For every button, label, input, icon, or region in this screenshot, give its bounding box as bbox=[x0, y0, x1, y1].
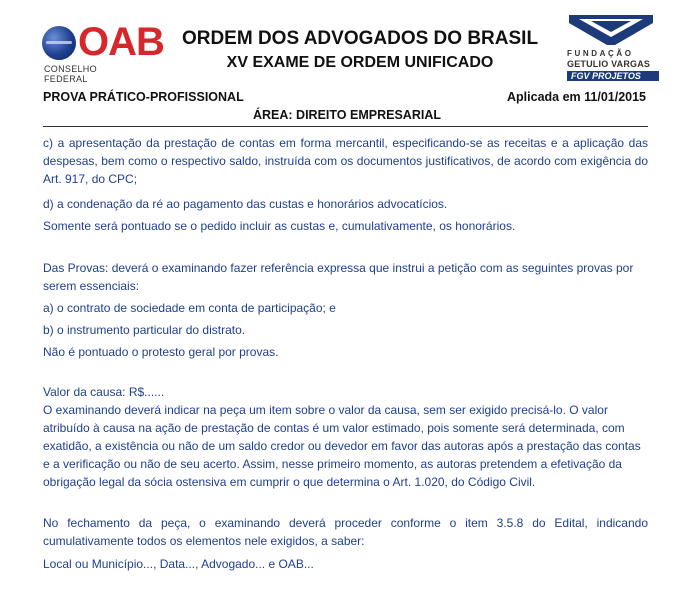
paragraph-fechamento: No fechamento da peça, o examinando deverá proceder conforme o item 3.5.8 do Edital, indicando cumulativamente todos os elementos nele exigidos, a saber: bbox=[43, 516, 648, 548]
paragraph-local: Local ou Município..., Data..., Advogado... e OAB... bbox=[43, 557, 314, 571]
document-body bbox=[43, 130, 648, 573]
oab-logo-subtitle: CONSELHO FEDERAL bbox=[44, 64, 97, 84]
header-divider bbox=[43, 126, 648, 127]
paragraph-valor-desc: O examinando deverá indicar na peça um item sobre o valor da causa, sem ser exigido precisá-lo. O valor atribuído à causa na ação de prestação de contas é um valor estimado, pois somente será determinada, com exatidão, a existência ou não de um saldo credor ou devedor em favor das autoras após a prestação das contas e a verificação ou não de seu acerto. Assim, nesse primeiro momento, as autoras pretendem a efetivação da obrigação legal da sócia ostensiva em cumprir o que determina o Art. 1.020, do Código Civil. bbox=[43, 403, 641, 489]
fgv-logo bbox=[565, 15, 665, 87]
paragraph-provas: Das Provas: deverá o examinando fazer referência expressa que instrui a petição com as seguintes provas por serem essenciais: bbox=[43, 261, 634, 293]
oab-logo-letters: OAB bbox=[78, 20, 164, 64]
fgv-line3: FGV PROJETOS bbox=[567, 71, 659, 81]
prova-label: PROVA PRÁTICO-PROFISSIONAL bbox=[43, 90, 244, 104]
aplicada-date: Aplicada em 11/01/2015 bbox=[507, 90, 646, 104]
paragraph-protesto: Não é pontuado o protesto geral por provas. bbox=[43, 345, 279, 359]
paragraph-c: c) a apresentação da prestação de contas em forma mercantil, especificando-se as receitas e a aplicação das despesas, bem como o respectivo saldo, instruída com os documentos justificativos, de acordo com exigência do Art. 917, do CPC; bbox=[43, 136, 648, 186]
paragraph-pontuado: Somente será pontuado se o pedido incluir as custas e, cumulativamente, os honorários. bbox=[43, 219, 516, 233]
document-title: ORDEM DOS ADVOGADOS DO BRASIL bbox=[181, 28, 539, 49]
paragraph-d: d) a condenação da ré ao pagamento das custas e honorários advocatícios. bbox=[43, 197, 448, 211]
paragraph-prova-b: b) o instrumento particular do distrato. bbox=[43, 323, 246, 337]
document-header bbox=[0, 0, 694, 120]
document-subtitle: XV EXAME DE ORDEM UNIFICADO bbox=[226, 54, 494, 71]
globe-icon bbox=[42, 26, 76, 60]
paragraph-valor: Valor da causa: R$...... bbox=[43, 385, 165, 399]
fgv-line1: FUNDAÇÃO bbox=[567, 49, 634, 58]
fgv-mark-icon bbox=[569, 15, 653, 45]
fgv-line2: GETULIO VARGAS bbox=[567, 59, 651, 69]
paragraph-prova-a: a) o contrato de sociedade em conta de participação; e bbox=[43, 301, 336, 315]
area-label: ÁREA: DIREITO EMPRESARIAL bbox=[253, 108, 441, 122]
oab-logo bbox=[42, 20, 164, 84]
